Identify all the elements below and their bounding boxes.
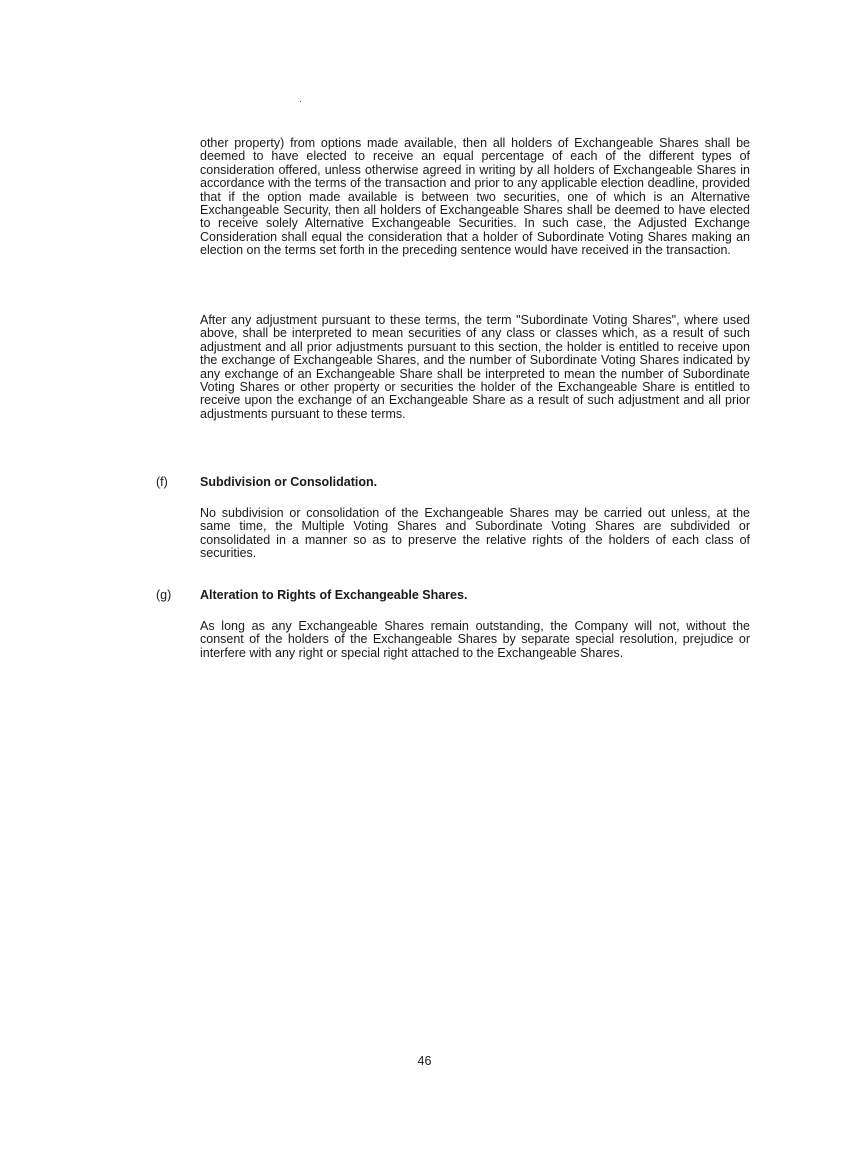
section-f-letter: (f) bbox=[156, 475, 168, 489]
page-number: 46 bbox=[417, 1054, 432, 1068]
scan-artifact-dot bbox=[300, 101, 301, 102]
section-g-body: As long as any Exchangeable Shares remain outstanding, the Company will not, without the consent of the holders of the Exchangeable Shares by separate special resolution, prejudice or interfere with any right or special right attached to the Exchangeable Shares. bbox=[200, 619, 750, 660]
section-g-letter: (g) bbox=[156, 588, 172, 602]
adjustment-paragraph: After any adjustment pursuant to these terms, the term "Subordinate Voting Shares", where used above, shall be interpreted to mean securities of any class or classes which, as a result of such adjustment and all prior adjustments pursuant to this section, the holder is entitled to receive upon the exchange of Exchangeable Shares, and the number of Subordinate Voting Shares indicated by any exchange of an Exchangeable Share shall be interpreted to mean the number of Subordinate Voting Shares or other property or securities the holder of the Exchangeable Share is entitled to receive upon the exchange of an Exchangeable Share as a result of such adjustment and all prior adjustments pursuant to these terms. bbox=[200, 313, 750, 421]
section-g-title: Alteration to Rights of Exchangeable Shares. bbox=[200, 588, 468, 602]
continuation-paragraph: other property) from options made available, then all holders of Exchangeable Shares shall be deemed to have elected to receive an equal percentage of each of the different types of consideration offered, unless otherwise agreed in writing by all holders of Exchangeable Shares in accordance with the terms of the transaction and prior to any applicable election deadline, provided that if the option made available is between two securities, one of which is an Alternative Exchangeable Security, then all holders of Exchangeable Shares shall be deemed to have elected to receive solely Alternative Exchangeable Securities. In such case, the Adjusted Exchange Consideration shall equal the consideration that a holder of Subordinate Voting Shares making an election on the terms set forth in the preceding sentence would have received in the transaction. bbox=[200, 136, 750, 258]
section-f-body: No subdivision or consolidation of the Exchangeable Shares may be carried out unless, at the same time, the Multiple Voting Shares and Subordinate Voting Shares are subdivided or consolidated in a manner so as to preserve the relative rights of the holders of each class of securities. bbox=[200, 506, 750, 561]
section-f-title: Subdivision or Consolidation. bbox=[200, 475, 378, 489]
